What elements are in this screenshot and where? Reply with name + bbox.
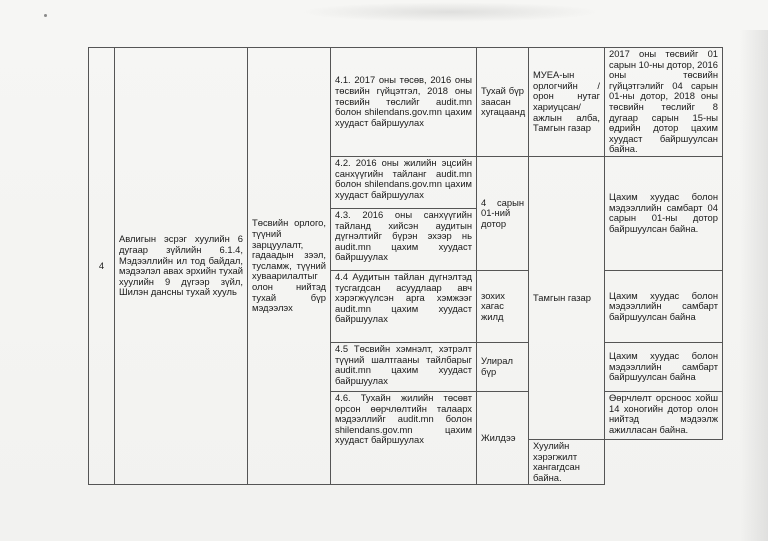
activity-cell: 4.5 Төсвийн хэмнэлт, хэтрэлт түүний шалтгааны тайлбарыг audit.mn цахим хуудаст байршуулах [331, 342, 477, 391]
result-cell: 2017 оны төсвийг 01 сарын 10-ны дотор, 2016 оны төсвийн гүйцэтгэлийг 04 сарын 01-ны дотор, 2018 оны төсвийн төслийг 8 дугаар сарын 15-ны өдрийн дотор цахим хуудаст байршуулсан байна. [605, 48, 723, 157]
page-edge-shadow [740, 30, 768, 541]
result-cell: Өөрчлөлт орсноос хойш 14 хоногийн дотор олон нийтэд мэдээлж ажилласан байна. [605, 391, 723, 439]
table-row [89, 48, 723, 157]
scan-artifact [300, 2, 600, 22]
activity-cell: 4.3. 2016 оны санхүүгийн тайланд хийсэн аудитын дүгнэлтийг бүрэн эхээр нь audit.mn цахим хуудаст байршуулах [331, 208, 477, 270]
activity-cell: 4.2. 2016 оны жилийн эцсийн санхүүгийн тайланг audit.mn болон shilendans.gov.mn цахим хуудаст байршуулах [331, 156, 477, 208]
result-cell: Хуулийн хэрэгжилт хангагдсан байна. [529, 439, 605, 484]
category-cell: Төсвийн орлого, түүний зарцуулалт, гадаадын зээл, тусламж, түүний хуваарилалтыг олон нийтэд тухай бүр мэдээлэх [248, 48, 331, 485]
result-cell: Цахим хуудас болон мэдээллийн самбарт 04 сарын 01-ны дотор байршуулсан байна. [605, 156, 723, 270]
row-number: 4 [89, 48, 115, 485]
scan-speck [44, 14, 47, 17]
plan-table [88, 47, 723, 485]
timing-cell: Тухай бүр заасан хугацаанд [477, 48, 529, 157]
result-cell: Цахим хуудас болон мэдээллийн самбарт байршуулсан байна [605, 270, 723, 342]
activity-cell: 4.1. 2017 оны төсөв, 2016 оны төсвийн гүйцэтгэл, 2018 оны төсвийн төслийг audit.mn болон shilendans.gov.mn цахим хуудаст байршуулах [331, 48, 477, 157]
activity-cell: 4.4 Аудитын тайлан дүгнэлтэд тусгагдсан асуудлаар авч хэрэгжүүлсэн арга хэмжээг audit.mn цахим хуудаст байршуулах [331, 270, 477, 342]
result-cell: Цахим хуудас болон мэдээллийн самбарт байршуулсан байна [605, 342, 723, 391]
timing-cell: 4 сарын 01-ний дотор [477, 156, 529, 270]
timing-cell: Жилдээ [477, 391, 529, 484]
responsible-cell: МУЕА-ын орлогчийн /орон нутаг хариуцсан/ ажлын алба, Тамгын газар [529, 48, 605, 157]
activity-cell: 4.6. Тухайн жилийн төсөвт орсон өөрчлөлтийн талаарх мэдээллийг audit.mn болон shilendans.gov.mn цахим хуудаст байршуулах [331, 391, 477, 484]
law-reference-cell: Авлигын эсрэг хуулийн 6 дугаар зүйлийн 6.1.4, Мэдээллийн ил тод байдал, мэдээлэл авах эрхийн тухай хуулийн 9 дүгээр зүйл, Шилэн дансны тухай хууль [115, 48, 248, 485]
responsible-cell: Тамгын газар [529, 156, 605, 439]
timing-cell: Улирал бүр [477, 342, 529, 391]
timing-cell: зохих хагас жилд [477, 270, 529, 342]
